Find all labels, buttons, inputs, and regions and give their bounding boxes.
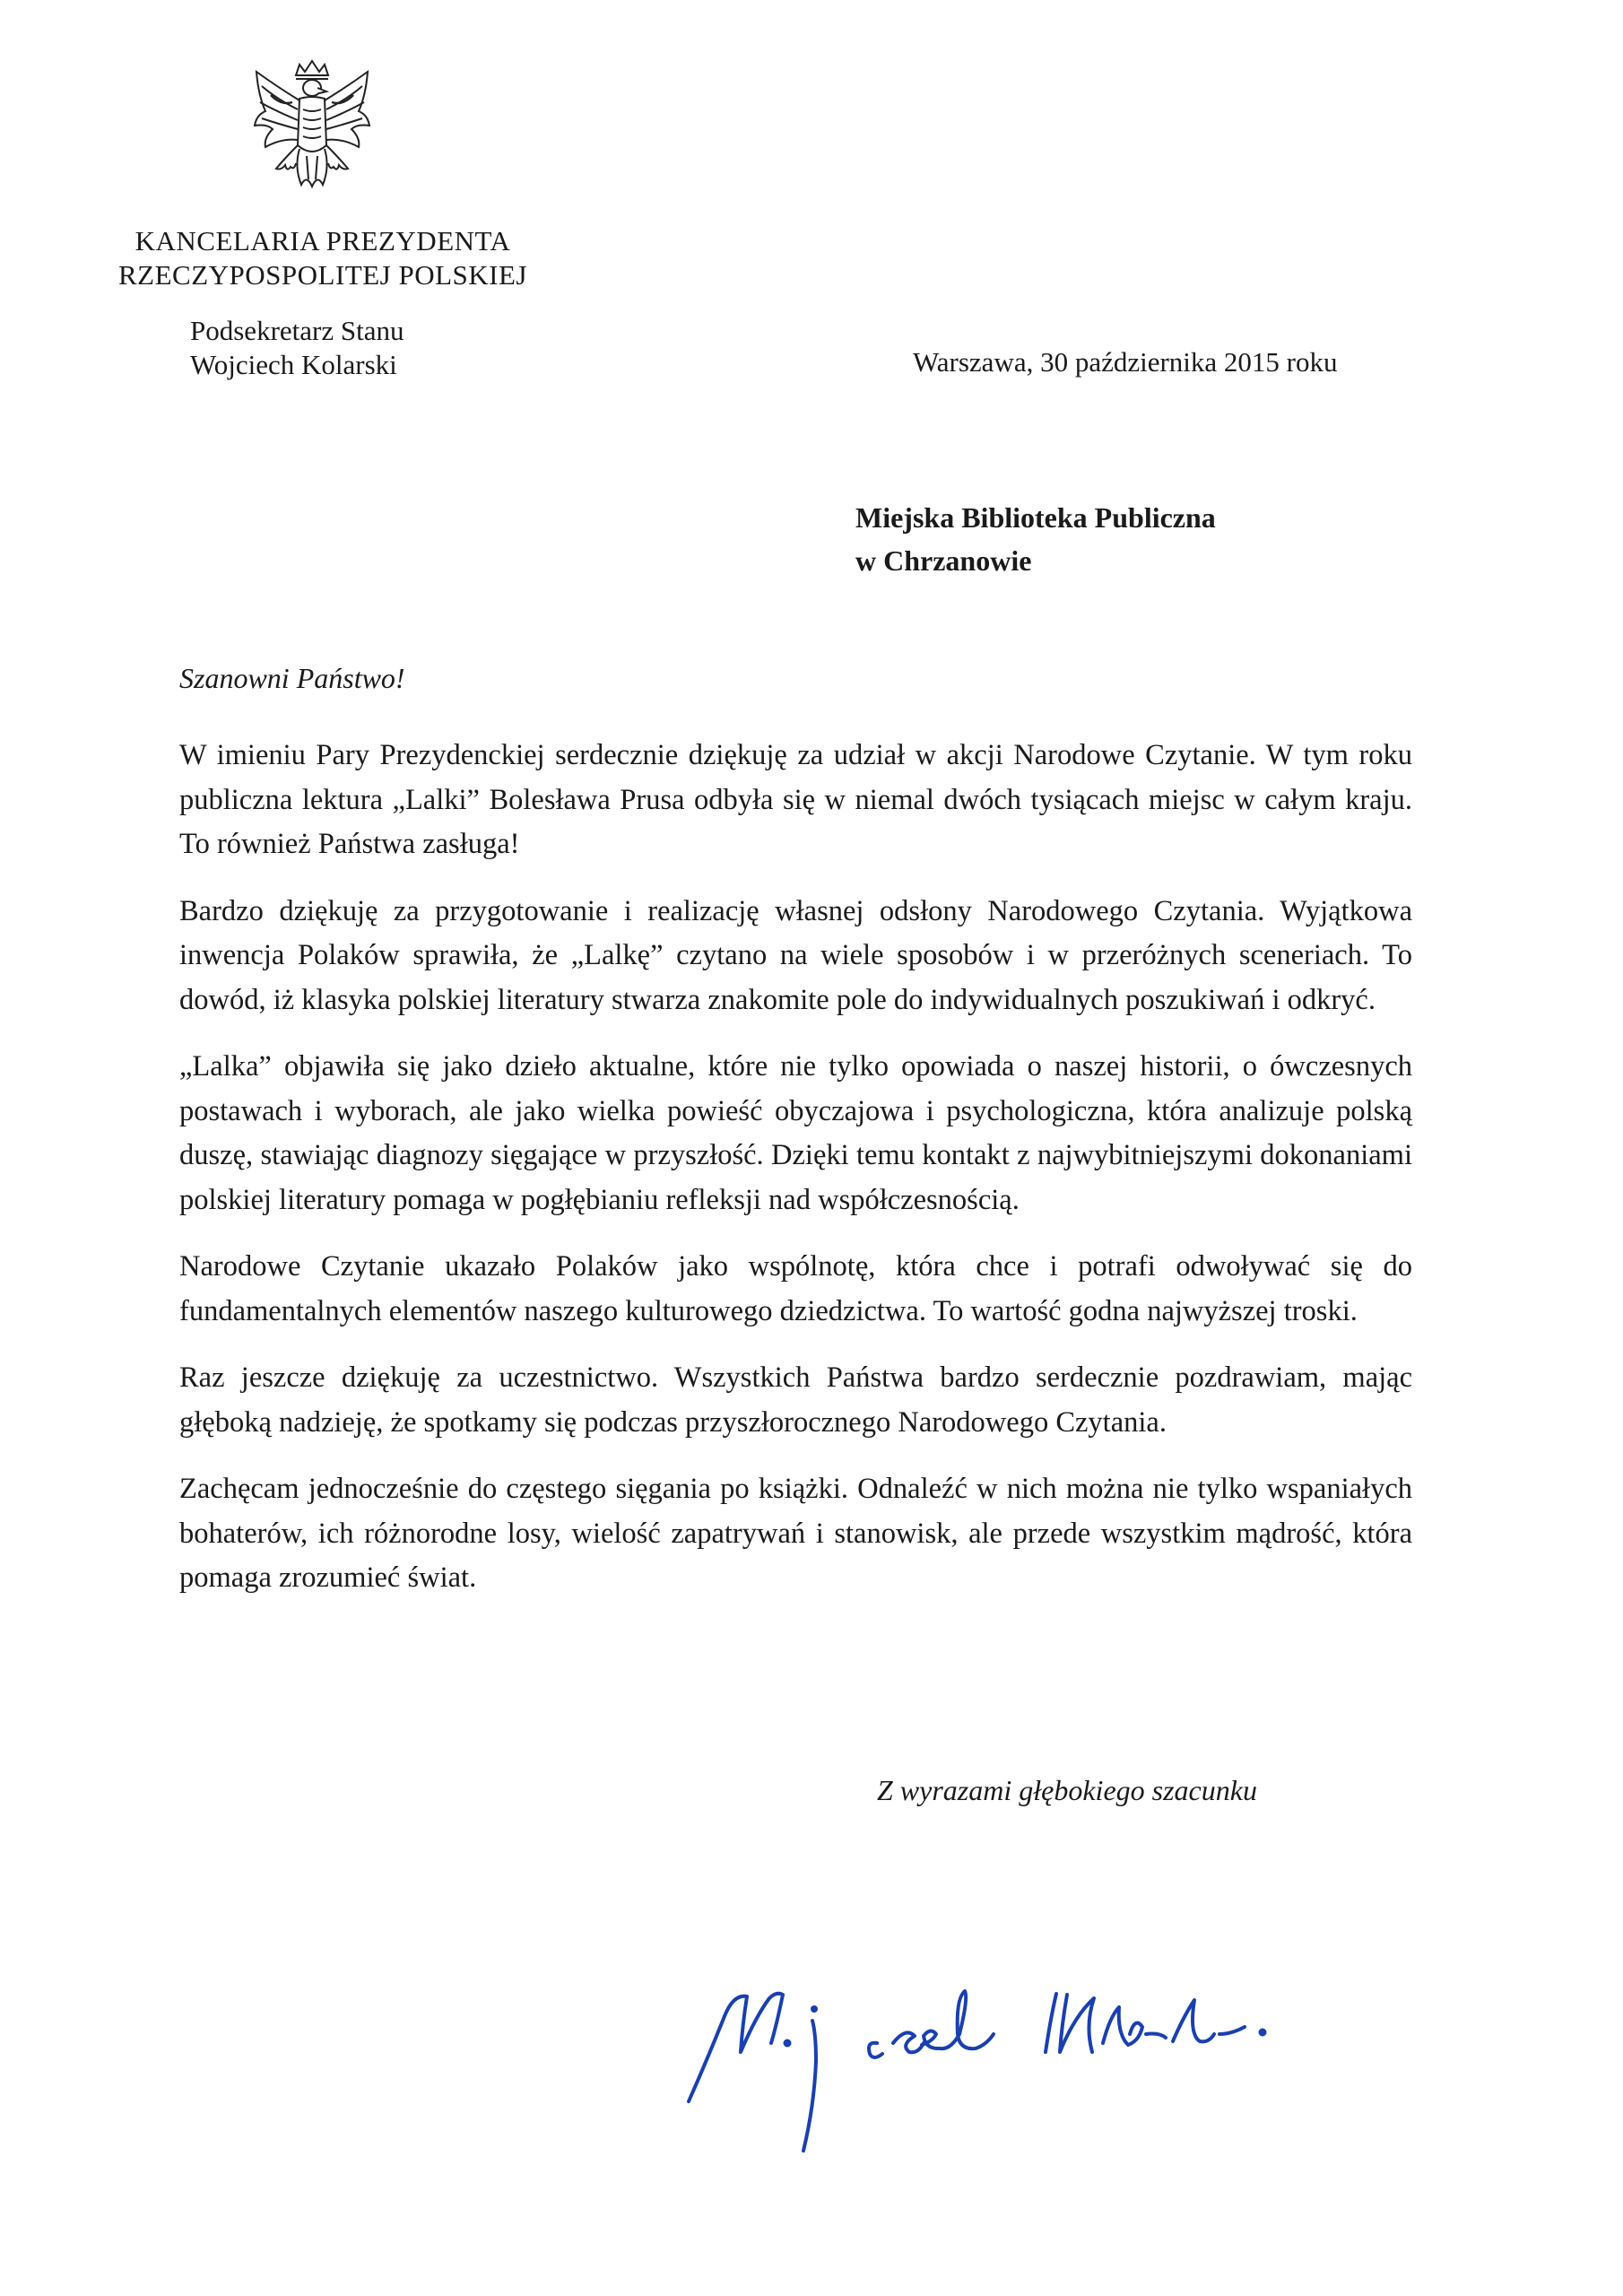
institution-line-1: KANCELARIA PREZYDENTA <box>135 225 511 257</box>
paragraph: Zachęcam jednocześnie do częstego sięgania po książki. Odnaleźć w nich można nie tylko wspaniałych bohaterów, ich różnorodne losy, wielość zapatrywań i stanowisk, ale przede wszystkim mądrość, która pomaga zrozumieć świat. <box>179 1473 1412 1594</box>
paragraph: Narodowe Czytanie ukazało Polaków jako wspólnotę, która chce i potrafi odwoływać się do fundamentalnych elementów naszego kulturowego dziedzictwa. To wartość godna najwyższej troski. <box>179 1250 1412 1327</box>
paragraph: „Lalka” objawiła się jako dzieło aktualne, które nie tylko opowiada o naszej historii, o ówczesnych postawach i wyborach, ale jako wielka powieść obyczajowa i psychologiczna, która analizuje polską duszę, stawiając diagnozy sięgające w przyszłość. Dzięki temu kontakt z najwybitniejszymi dokonaniami polskiej literatury pomaga w pogłębianiu refleksji nad współczesnością. <box>179 1050 1412 1216</box>
institution-line-2: RZECZYPOSPOLITEJ POLSKIEJ <box>117 259 527 291</box>
recipient-block <box>855 496 1216 582</box>
paragraph: W imieniu Pary Prezydenckiej serdecznie dziękuję za udział w akcji Narodowe Czytanie. W tym roku publiczna lektura „Lalki” Bolesława Prusa odbyła się w niemal dwóch tysiącach miejsc w całym kraju. To również Państwa zasługa! <box>179 739 1412 860</box>
sender-block <box>190 314 404 382</box>
paragraph: Bardzo dziękuję za przygotowanie i realizację własnej odsłony Narodowego Czytania. Wyjątkowa inwencja Polaków sprawiła, że „Lalkę” czytano na wiele sposobów i w przeróżnych sceneriach. To dowód, iż klasyka polskiej literatury stwarza znakomite pole do indywidualnych poszukiwań i odkryć. <box>179 894 1412 1016</box>
institution-name <box>90 224 556 292</box>
recipient-line-2: w Chrzanowie <box>855 544 1032 577</box>
letter-date: Warszawa, 30 października 2015 roku <box>913 346 1338 378</box>
handwritten-signature <box>671 1909 1433 2178</box>
paragraph: Raz jeszcze dziękuję za uczestnictwo. Wszystkich Państwa bardzo serdecznie pozdrawiam, mając głęboką nadzieję, że spotkamy się podczas przyszłorocznego Narodowego Czytania. <box>179 1361 1412 1439</box>
recipient-line-1: Miejska Biblioteka Publiczna <box>855 501 1216 534</box>
sender-name: Wojciech Kolarski <box>190 349 397 380</box>
letter-body <box>179 734 1412 1623</box>
salutation: Szanowni Państwo! <box>179 662 405 694</box>
polish-eagle-emblem-icon <box>249 59 375 203</box>
closing-phrase: Z wyrazami głębokiego szacunku <box>877 1774 1257 1806</box>
sender-title: Podsekretarz Stanu <box>190 315 404 346</box>
